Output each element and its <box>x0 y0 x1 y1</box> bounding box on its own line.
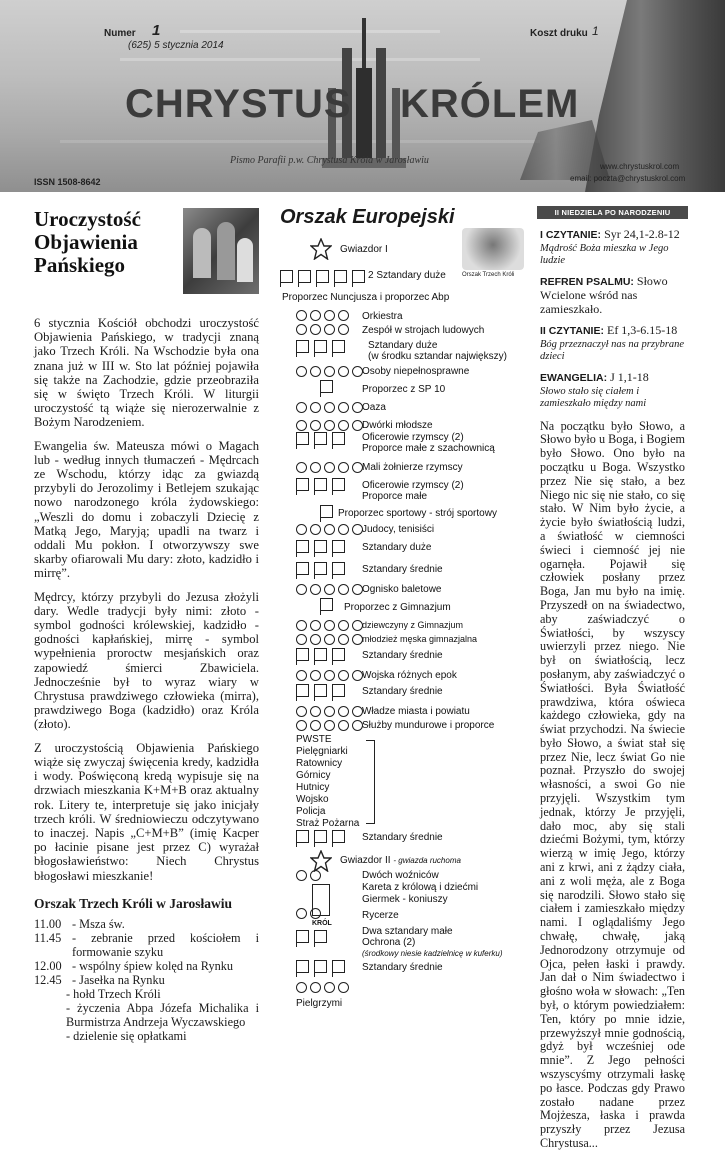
procession-label: Sztandary średnie <box>362 564 443 575</box>
procession-label: Oficerowie rzymscy (2) <box>362 480 464 491</box>
circles <box>296 670 363 681</box>
circles <box>296 982 349 993</box>
paragraph: Mędrcy, którzy przybyli do Jezusa złożyli dary. Wedle tradycji były nimi: złoto - symbol godności królewskiej, kadzidło - godności kapłańskiej, mirrę - symbol wypełnienia proroctw mesjańskich oraz zapowiedź śmierci Zbawiciela. Jednocześnie był to wyraz wiary w Chrystusa prawdziwego człowieka (mirra), prawdziwego Boga (kadzidło) oraz Króla (złoto). <box>34 589 259 732</box>
procession-label: Sztandary duże <box>362 542 432 553</box>
flags <box>296 432 345 445</box>
procession-label: Straż Pożarna <box>296 818 360 829</box>
flags <box>296 540 345 553</box>
flags <box>296 340 345 353</box>
schedule-item: 12.45 - Jasełka na Rynku <box>34 972 165 987</box>
procession-label: Dwórki młodsze <box>362 420 433 431</box>
flags <box>296 562 345 575</box>
procession-label: Wojska różnych epok <box>362 670 457 681</box>
orszak-logo-caption: Orszak Trzech Króli <box>462 272 515 278</box>
star-icon <box>310 850 332 872</box>
procession-label: Ochrona (2) <box>362 937 416 948</box>
issue-date: (625) 5 stycznia 2014 <box>128 40 224 51</box>
schedule-list <box>34 917 259 1043</box>
circles <box>296 524 363 535</box>
schedule-subitem: - dzielenie się opłatkami <box>66 1028 187 1043</box>
schedule-item: 12.00 - wspólny śpiew kolęd na Rynku <box>34 958 234 973</box>
procession-label: Władze miasta i powiatu <box>362 706 470 717</box>
procession-label: 2 Sztandary duże <box>368 270 446 281</box>
readings-column <box>540 228 685 1151</box>
gospel-text: Na początku było Słowo, a Słowo było u Boga, i Bogiem było Słowo. Ono było na początku u Boga. Wszystko przez Nie się stało, a bez Niego nic się nie stało, co się stało. W Nim było życie, a życie było światłością ludzi, a światłość w ciemności świeci i ciemność jej nie ogarnęła. Pojawił się człowiek posłany przez Boga, Jan mu było na imię. Przyszedł on na świadectwo, aby zaświadczyć o Światłości, by wszyscy uwierzyli przez niego. Nie był on światłością, lecz posłanym, aby zaświadczyć o Światłości. Była Światłość prawdziwa, która oświeca każdego człowieka, gdy na świat przychodzi. Na świecie było Słowo, a świat stał się przez Nie, lecz świat Go nie poznał. Przyszło do swojej własności, a swoi Go nie przyjęli. Wszystkim tym jednak, którzy Je przyjęli, dało moc, aby się stali dziećmi Bożymi, tym, którzy wierzą w imię Jego, którzy ani z krwi, ani z żądzy ciała, ani z woli męża, ale z Boga się narodzili. Słowo stało się ciałem i zamieszkało między nami. I oglądaliśmy Jego chwałę, chwałę, jaką Jednorodzony otrzymuje od Ojca, pełen łaski i prawdy. Jan dał o Nim świadectwo i głośno woła w słowach: „Ten był, o którym powiedziałem: Ten, który po mnie idzie, przewyższył mnie godnością, gdyż był wcześniej ode mnie”. Z Jego pełności wszyscyśmy otrzymali łaskę po łasce. Podczas gdy Prawo zostało nadane przez Mojżesza, łaska i prawda przyszły przez Jezusa Chrystusa... <box>540 418 685 1150</box>
gospel: EWANGELIA: J 1,1-18 Słowo stało się ciałem i zamieszkało między nami <box>540 369 649 409</box>
procession-label: Służby mundurowe i proporce <box>362 720 495 731</box>
psalm: REFREN PSALMU: Słowo Wcielone wśród nas zamieszkało. <box>540 273 668 316</box>
circles <box>296 462 363 473</box>
flags <box>296 960 345 973</box>
flags <box>296 830 345 843</box>
schedule-item: 11.00 - Msza św. <box>34 916 125 931</box>
circles <box>296 366 363 377</box>
procession-label: dziewczyny z Gimnazjum <box>362 620 464 630</box>
procession-label: Oficerowie rzymscy (2) <box>362 432 464 443</box>
masthead-subtitle: Pismo Parafii p.w. Chrystusa Króla w Jarosławiu <box>230 155 429 166</box>
star-icon <box>310 238 332 260</box>
title-right: KRÓLEM <box>400 82 580 126</box>
procession-label: Proporzec z Gimnazjum <box>344 602 451 613</box>
procession-label: Proporce małe <box>362 491 428 502</box>
procession-label: Wojsko <box>296 794 329 805</box>
issue-number-label: Numer <box>104 28 136 39</box>
procession-title: Orszak Europejski <box>280 206 455 228</box>
website[interactable]: www.chrystuskrol.com <box>600 162 680 171</box>
paragraph: 6 stycznia Kościół obchodzi uroczystość Objawienia Pańskiego, w tradycji znaną jako Trzech Króli. Na Wschodzie była ona znana już w III w. Sto lat później pojawiła się także na Zachodzie, gdzie przeobraziła się w święto Trzech Króli. W liturgii uroczystość tą wiąże się nierozerwalnie z Bożym Narodzeniem. <box>34 316 259 430</box>
flags <box>296 930 327 943</box>
reading-2: II CZYTANIE: Ef 1,3-6.15-18 Bóg przeznaczył nas na przybrane dzieci <box>540 323 685 362</box>
circles <box>296 324 349 335</box>
procession-label: Zespół w strojach ludowych <box>362 325 485 336</box>
circles <box>296 420 363 431</box>
article-epiphany <box>34 208 259 1043</box>
procession-label: Górnicy <box>296 770 331 781</box>
procession-label: Ognisko baletowe <box>362 584 442 595</box>
procession-label: Sztandary średnie <box>362 962 443 973</box>
cost-label: Koszt druku <box>530 28 588 39</box>
masthead <box>0 0 725 192</box>
procession-label: Sztandary średnie <box>362 832 443 843</box>
procession-label: Giermek - koniuszy <box>362 894 448 905</box>
issn: ISSN 1508-8642 <box>34 177 101 187</box>
circles <box>296 634 363 645</box>
readings-banner: II NIEDZIELA PO NARODZENIU PAŃSKIM <box>537 206 688 219</box>
circles <box>296 402 363 413</box>
flags <box>296 478 345 491</box>
circles <box>296 584 363 595</box>
email[interactable]: email: poczta@chrystuskrol.com <box>570 174 686 183</box>
circles <box>296 620 363 631</box>
procession-label: (w środku sztandar największy) <box>368 351 507 362</box>
issue-number: 1 <box>152 22 161 39</box>
procession-label: młodzież męska gimnazjalna <box>362 634 478 644</box>
procession-label: Gwiazdor I <box>340 244 388 255</box>
procession-label: Proporce małe z szachownicą <box>362 443 495 454</box>
circles <box>296 870 321 881</box>
procession-label: Proporzec Nuncjusza i proporzec Abp <box>282 292 450 303</box>
procession-label: Orkiestra <box>362 311 403 322</box>
flags <box>296 684 345 697</box>
procession-label: Judocy, tenisiści <box>362 524 435 535</box>
procession-label: Rycerze <box>362 910 399 921</box>
procession-label: Sztandary średnie <box>362 650 443 661</box>
procession-label: Oaza <box>362 402 386 413</box>
flags <box>296 648 345 661</box>
schedule-item: 11.45 - zebranie przed kościołem i formowanie szyku <box>34 930 259 959</box>
cost-value: 1 <box>592 24 599 38</box>
schedule-subitem: - życzenia Abpa Józefa Michalika i Burmistrza Andrzeja Wyczawskiego <box>66 1000 259 1029</box>
orszak-logo-image <box>462 228 524 270</box>
procession-label: Sztandary średnie <box>362 686 443 697</box>
procession-label: Sztandary duże <box>368 340 438 351</box>
procession-label: Proporzec z SP 10 <box>362 384 446 395</box>
procession-label: Osoby niepełnosprawne <box>362 366 470 377</box>
title-left: CHRYSTUS <box>125 82 352 126</box>
procession-label: Mali żołnierze rzymscy <box>362 462 463 473</box>
flags <box>320 598 333 611</box>
procession-label: Gwiazdor II - gwiazda ruchoma <box>340 855 461 866</box>
procession-label: Dwa sztandary małe <box>362 926 453 937</box>
procession-label: Dwóch woźniców <box>362 870 439 881</box>
procession-label: PWSTE <box>296 734 332 745</box>
flags <box>280 270 365 283</box>
circles <box>296 310 349 321</box>
paragraph: Ewangelia św. Mateusza mówi o Magach lub - według innych tłumaczeń - Mędrcach ze Wschodu, którzy idąc za gwiazdą przybyli do Jerozolimy i Betlejem szukając nowo narodzonego króla żydowskiego: „Weszli do domu i zobaczyli Dziecię z Matką Jego, Maryją; upadli na twarz i oddali Mu pokłon. I otworzywszy swe skarby ofiarowali Mu dary: złoto, kadzidło i mirrę”. <box>34 438 259 581</box>
procession-label: Ratownicy <box>296 758 343 769</box>
circles <box>296 720 363 731</box>
procession-label: Pielęgniarki <box>296 746 348 757</box>
procession-label: Kareta z królową i dziećmi <box>362 882 479 893</box>
schedule-subitem: - hołd Trzech Króli <box>66 986 161 1001</box>
magi-painting-image <box>183 208 259 294</box>
procession-label: Pielgrzymi <box>296 998 343 1009</box>
flags <box>320 380 333 393</box>
procession-label: Policja <box>296 806 326 817</box>
schedule-title: Orszak Trzech Króli w Jarosławiu <box>34 895 232 911</box>
flags <box>320 505 333 518</box>
bracket <box>366 740 375 824</box>
reading-1: I CZYTANIE: Syr 24,1-2.8-12 Mądrość Boża mieszka w Jego ludzie <box>540 227 680 266</box>
procession-label: Hutnicy <box>296 782 330 793</box>
circles <box>296 706 363 717</box>
procession-label: Proporzec sportowy - strój sportowy <box>338 508 497 519</box>
article-title: Uroczystość Objawienia Pańskiego <box>34 207 141 277</box>
paragraph: Z uroczystością Objawienia Pańskiego wiąże się zwyczaj święcenia kredy, kadzidła i wody. Poświęconą kredą wypisuje się na drzwiach mieszkania K+M+B oraz aktualny rok. Litery te, interpretuje się jako inicjały trzech króli. W średniowieczu odczytywano to inaczej. Napis „C+M+B” (imię Kacper po łacinie pisane jest przez C) wyrażał błogosławieństwo: Niech Chrystus błogosławi mieszkanie! <box>34 740 259 883</box>
procession-label: (środkowy niesie kadzielnicę w kuferku) <box>362 949 503 958</box>
king-label: KRÓL <box>312 920 332 927</box>
